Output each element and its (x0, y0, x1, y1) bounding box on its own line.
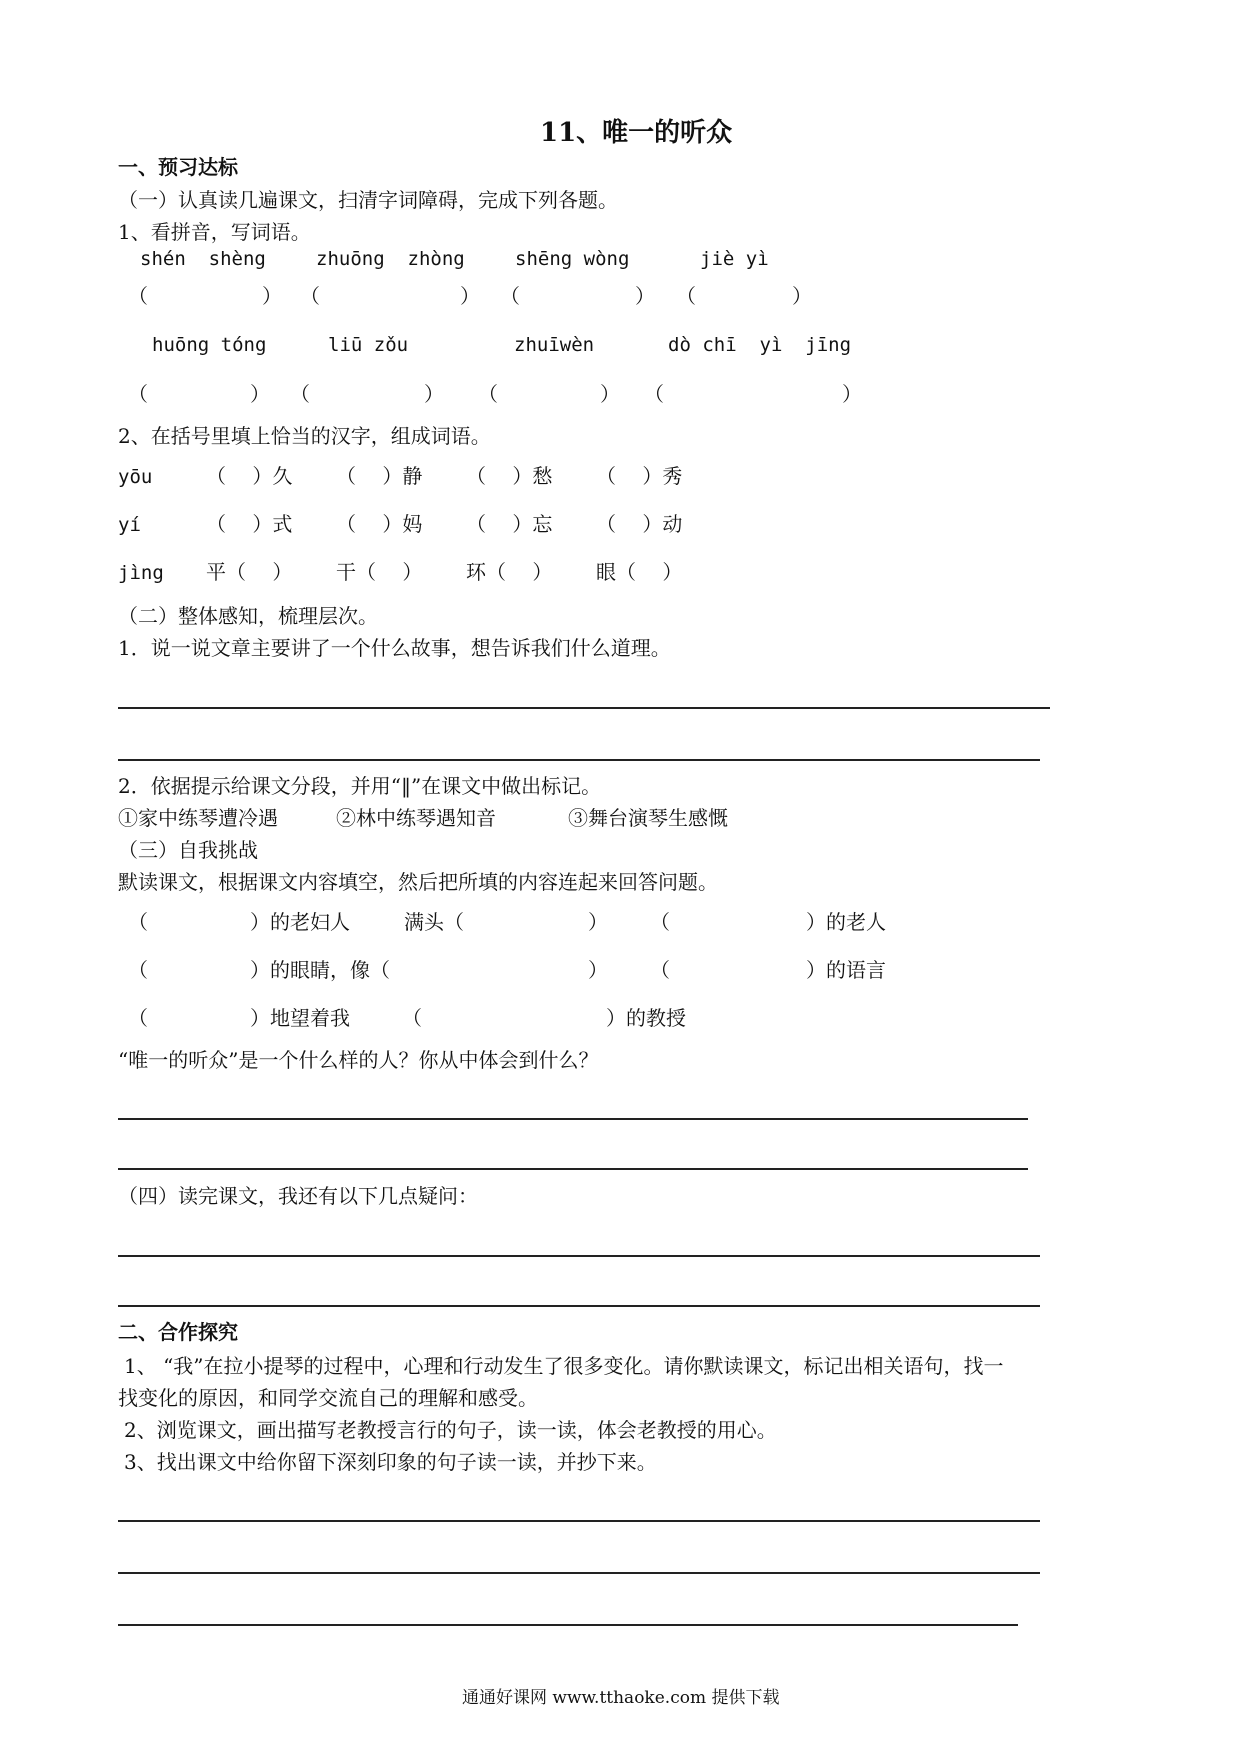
fill3-text: ）的老妇人 (250, 910, 350, 934)
coop-q1-line2: 找变化的原因，和同学交流自己的理解和感受。 (118, 1386, 538, 1410)
pinyin-item: huōng tóng (152, 334, 267, 356)
blank-close: ） (424, 382, 444, 406)
blank-close: ） (600, 382, 620, 406)
coop-q3: 3、找出课文中给你留下深刻印象的句子读一读，并抄下来。 (124, 1450, 657, 1474)
answer-line (118, 1624, 1018, 1626)
fill-item: 干（ ） (336, 560, 423, 584)
q2-label: 2、在括号里填上恰当的汉字，组成词语。 (118, 424, 491, 448)
blank-open: （ (676, 284, 696, 308)
answer-line (118, 759, 1040, 761)
fill-item: 环（ ） (466, 560, 553, 584)
fill-item: 眼（ ） (596, 560, 683, 584)
fill3-text: ） (588, 958, 608, 982)
fill3-text: （ (128, 958, 148, 982)
fill-item: （ ）愁 (466, 464, 553, 488)
segment-item: ②林中练琴遇知音 (336, 806, 496, 830)
fill3-text: ） (588, 910, 608, 934)
pinyin-item: shēng wòng (515, 248, 630, 270)
fill-item: （ ）静 (336, 464, 423, 488)
pinyin-item: jiè yì (700, 248, 769, 270)
blank-open: （ (128, 284, 148, 308)
fill3-text: ）的眼睛，像（ (250, 958, 390, 982)
pinyin-item: dò chī yì jīng (668, 334, 852, 356)
blank-close: ） (262, 284, 282, 308)
answer-line (118, 707, 1050, 709)
fill3-text: ）的老人 (806, 910, 886, 934)
fill-row-pinyin: yí (118, 514, 141, 536)
pinyin-item: zhuīwèn (514, 334, 595, 356)
fill-row-pinyin: jìng (118, 562, 164, 584)
pinyin-item: zhuōng zhòng (316, 248, 465, 270)
coop-q2: 2、浏览课文，画出描写老教授言行的句子，读一读，体会老教授的用心。 (124, 1418, 777, 1442)
answer-line (118, 1520, 1040, 1522)
part3-desc: 默读课文，根据课文内容填空，然后把所填的内容连起来回答问题。 (118, 870, 718, 894)
blank-open: （ (478, 382, 498, 406)
segment-item: ③舞台演琴生感慨 (568, 806, 728, 830)
fill3-text: （ (650, 910, 670, 934)
part3-question: “唯一的听众”是一个什么样的人？你从中体会到什么？ (118, 1048, 599, 1072)
fill3-text: ）地望着我 (250, 1006, 350, 1030)
fill-item: 平（ ） (206, 560, 293, 584)
fill3-text: ）的语言 (806, 958, 886, 982)
blank-open: （ (290, 382, 310, 406)
blank-open: （ (128, 382, 148, 406)
fill3-text: 满头（ (404, 910, 464, 934)
part2-q1: 1．说一说文章主要讲了一个什么故事，想告诉我们什么道理。 (118, 636, 671, 660)
blank-open: （ (300, 284, 320, 308)
coop-q1-line1: 1、 “我”在拉小提琴的过程中，心理和行动发生了很多变化。请你默读课文，标记出相关语句，找一 (124, 1354, 1004, 1378)
fill3-text: （ (128, 1006, 148, 1030)
blank-open: （ (644, 382, 664, 406)
answer-line (118, 1255, 1040, 1257)
fill-item: （ ）久 (206, 464, 293, 488)
section-heading-cooperate: 二、合作探究 (118, 1320, 238, 1344)
page-title: 11、唯一的听众 (540, 118, 733, 148)
part1-intro: （一）认真读几遍课文，扫清字词障碍，完成下列各题。 (118, 188, 618, 212)
blank-close: ） (250, 382, 270, 406)
blank-open: （ (500, 284, 520, 308)
fill3-text: （ (650, 958, 670, 982)
fill-item: （ ）式 (206, 512, 293, 536)
section-heading-preview: 一、预习达标 (118, 155, 238, 179)
fill3-text: （ (128, 910, 148, 934)
blank-close: ） (460, 284, 480, 308)
answer-line (118, 1572, 1040, 1574)
fill3-text: （ (402, 1006, 422, 1030)
segment-item: ①家中练琴遭冷遇 (118, 806, 278, 830)
pinyin-item: shén shèng (140, 248, 266, 270)
q1-label: 1、看拼音，写词语。 (118, 220, 311, 244)
part4-intro: （四）读完课文，我还有以下几点疑问： (118, 1184, 478, 1208)
answer-line (118, 1168, 1028, 1170)
answer-line (118, 1305, 1040, 1307)
fill-item: （ ）秀 (596, 464, 683, 488)
fill-item: （ ）动 (596, 512, 683, 536)
fill-item: （ ）忘 (466, 512, 553, 536)
footer-credit: 通通好课网 www.tthaoke.com 提供下载 (462, 1688, 780, 1708)
answer-line (118, 1118, 1028, 1120)
fill-item: （ ）妈 (336, 512, 423, 536)
fill-row-pinyin: yōu (118, 466, 153, 488)
pinyin-item: liū zǒu (328, 334, 409, 356)
blank-close: ） (635, 284, 655, 308)
part2-intro: （二）整体感知，梳理层次。 (118, 604, 378, 628)
part3-intro: （三）自我挑战 (118, 838, 258, 862)
fill3-text: ）的教授 (606, 1006, 686, 1030)
blank-close: ） (842, 382, 862, 406)
part2-q2: 2．依据提示给课文分段，并用“‖”在课文中做出标记。 (118, 774, 602, 798)
blank-close: ） (792, 284, 812, 308)
